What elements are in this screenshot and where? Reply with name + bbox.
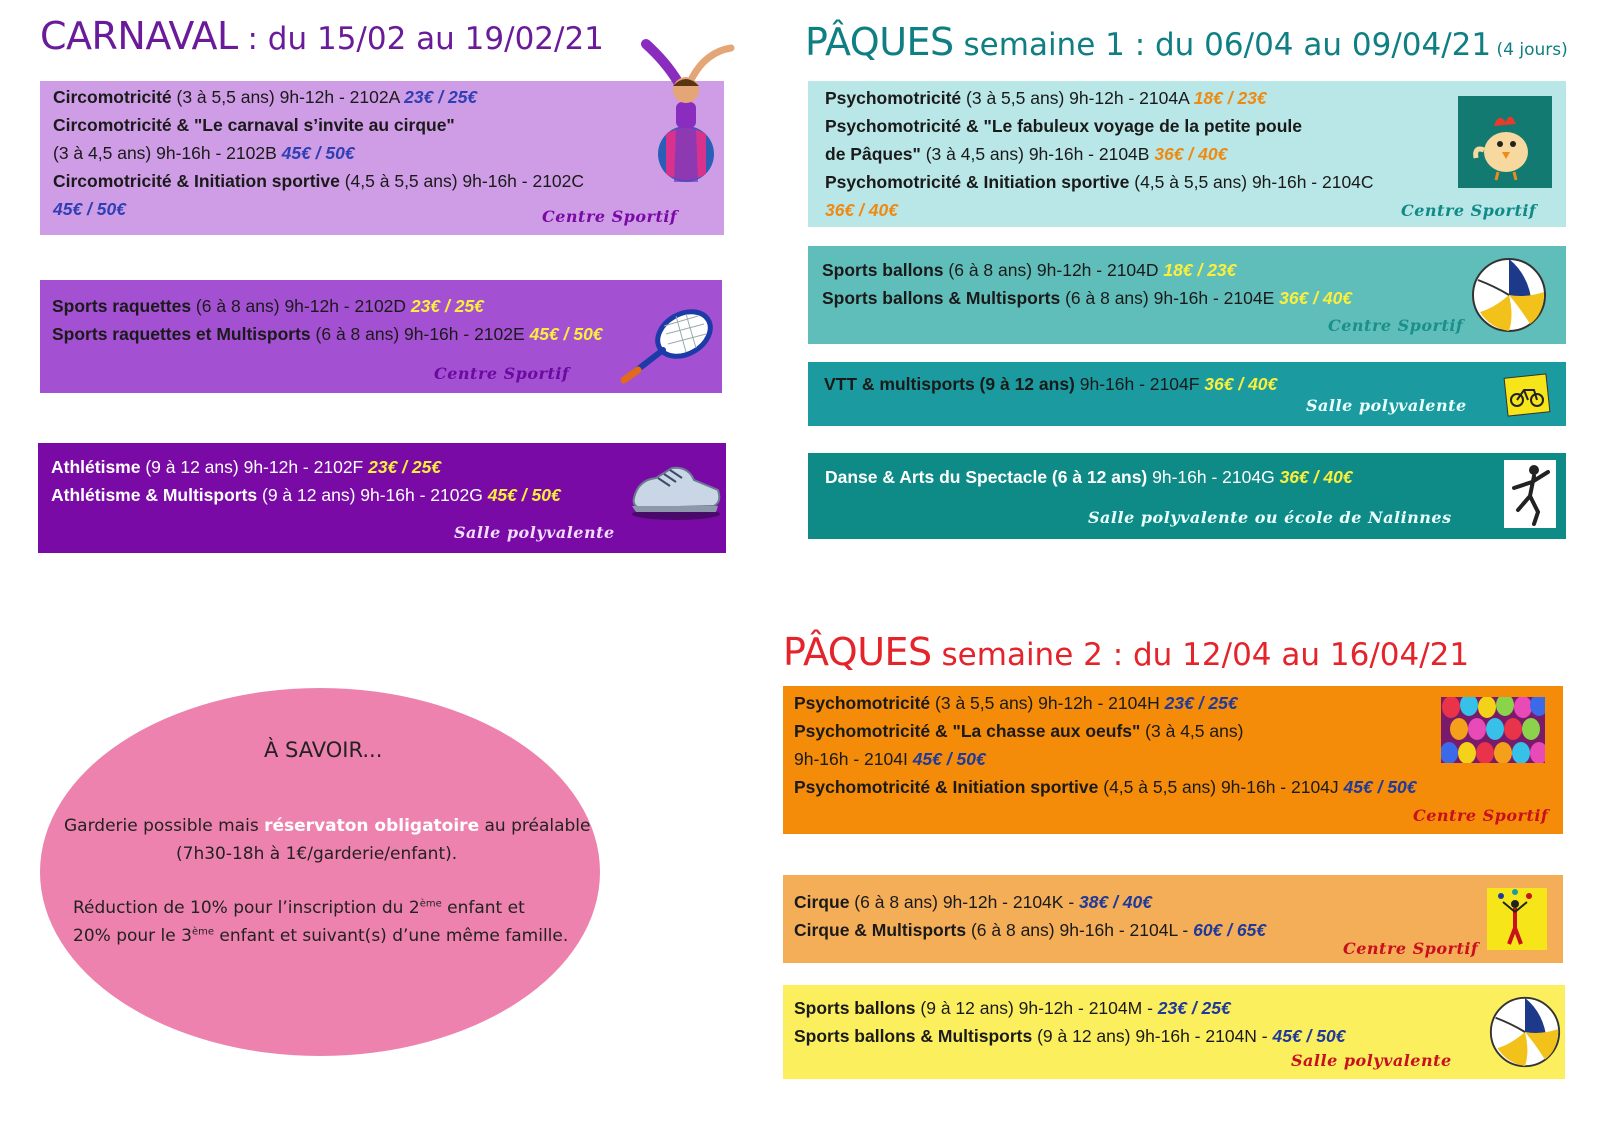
paques2-heading bbox=[783, 630, 1469, 674]
venue-label: Centre Sportif bbox=[434, 364, 570, 383]
dancer-icon bbox=[1504, 460, 1556, 528]
sneakers-icon bbox=[628, 456, 724, 522]
activity-line: Psychomotricité & "La chasse aux oeufs" (3 à 4,5 ans) bbox=[794, 721, 1244, 741]
price: 45€ / 50€ bbox=[1343, 777, 1417, 797]
paques2-title: PÂQUES bbox=[783, 630, 932, 674]
paques1-heading bbox=[805, 20, 1568, 64]
activity-line: VTT & multisports (9 à 12 ans) 9h-16h - 2104F 36€ / 40€ bbox=[824, 374, 1278, 394]
volleyball-icon bbox=[1488, 995, 1562, 1069]
carnaval-dates: : du 15/02 au 19/02/21 bbox=[237, 21, 604, 57]
activity-line: de Pâques" (3 à 4,5 ans) 9h-16h - 2104B 36€ / 40€ bbox=[825, 144, 1228, 164]
bicycle-sign-icon bbox=[1502, 372, 1552, 418]
activity-line: Sports ballons (6 à 8 ans) 9h-12h - 2104D 18€ / 23€ bbox=[822, 260, 1237, 280]
venue-label: Centre Sportif bbox=[542, 207, 678, 226]
activity-line: Psychomotricité (3 à 5,5 ans) 9h-12h - 2104A 18€ / 23€ bbox=[825, 88, 1267, 108]
carnaval-box-athletisme bbox=[38, 443, 726, 553]
info-reduction-line1: Réduction de 10% pour l’inscription du 2ème enfant et bbox=[73, 898, 525, 918]
activity-line: Psychomotricité & Initiation sportive (4,5 à 5,5 ans) 9h-16h - 2104J 45€ / 50€ bbox=[794, 777, 1417, 797]
activity-line bbox=[825, 196, 898, 224]
activity-line: Athlétisme (9 à 12 ans) 9h-12h - 2102F 23€ / 25€ bbox=[51, 457, 442, 477]
activity-line: Psychomotricité & Initiation sportive (4,5 à 5,5 ans) 9h-16h - 2104C bbox=[825, 172, 1374, 192]
paques2-dates: semaine 2 : du 12/04 au 16/04/21 bbox=[931, 637, 1470, 673]
activity-line bbox=[53, 195, 126, 223]
activity-line: Sports raquettes et Multisports (6 à 8 ans) 9h-16h - 2102E 45€ / 50€ bbox=[52, 324, 603, 344]
paques2-box-cirque bbox=[783, 875, 1563, 963]
price: 23€ / 25€ bbox=[404, 87, 478, 107]
price: 45€ / 50€ bbox=[487, 485, 561, 505]
paques1-dates: semaine 1 : du 06/04 au 09/04/21 bbox=[953, 27, 1492, 63]
activity-line: (3 à 4,5 ans) 9h-16h - 2102B 45€ / 50€ bbox=[53, 143, 355, 163]
venue-label: Salle polyvalente bbox=[1306, 396, 1467, 415]
price: 45€ / 50€ bbox=[1272, 1026, 1346, 1046]
price: 38€ / 40€ bbox=[1079, 892, 1152, 912]
venue-label: Salle polyvalente ou école de Nalinnes bbox=[1088, 508, 1452, 527]
paques1-box-danse bbox=[808, 453, 1566, 539]
juggler-icon bbox=[1487, 888, 1547, 950]
activity-line: Athlétisme & Multisports (9 à 12 ans) 9h-16h - 2102G 45€ / 50€ bbox=[51, 485, 561, 505]
volleyball-icon bbox=[1470, 256, 1548, 334]
activity-line: Sports ballons (9 à 12 ans) 9h-12h - 2104M - 23€ / 25€ bbox=[794, 998, 1231, 1018]
activity-line: Circomotricité (3 à 5,5 ans) 9h-12h - 2102A 23€ / 25€ bbox=[53, 87, 478, 107]
venue-label: Centre Sportif bbox=[1401, 201, 1537, 220]
activity-line: Danse & Arts du Spectacle (6 à 12 ans) 9h-16h - 2104G 36€ / 40€ bbox=[825, 467, 1353, 487]
price: 36€ / 40€ bbox=[1279, 467, 1353, 487]
carnaval-heading bbox=[40, 14, 604, 58]
price: 18€ / 23€ bbox=[1163, 260, 1237, 280]
price: 36€ / 40€ bbox=[1154, 144, 1228, 164]
venue-label: Salle polyvalente bbox=[1291, 1051, 1452, 1070]
paques1-title: PÂQUES bbox=[805, 20, 954, 64]
carnaval-box-circomotricite bbox=[40, 81, 724, 235]
price: 45€ / 50€ bbox=[912, 749, 986, 769]
activity-line: Sports ballons & Multisports (6 à 8 ans) 9h-16h - 2104E 36€ / 40€ bbox=[822, 288, 1353, 308]
activity-line: Sports raquettes (6 à 8 ans) 9h-12h - 2102D 23€ / 25€ bbox=[52, 296, 484, 316]
venue-label: Centre Sportif bbox=[1328, 316, 1464, 335]
info-reduction-line2: 20% pour le 3ème enfant et suivant(s) d’une même famille. bbox=[73, 926, 569, 946]
paques2-box-sports-ballons bbox=[783, 985, 1565, 1079]
paques1-box-sports-ballons bbox=[808, 246, 1566, 344]
venue-label: Centre Sportif bbox=[1343, 939, 1479, 958]
venue-label: Salle polyvalente bbox=[454, 523, 615, 542]
price: 36€ / 40€ bbox=[1204, 374, 1278, 394]
price: 45€ / 50€ bbox=[281, 143, 355, 163]
price: 23€ / 25€ bbox=[1164, 693, 1238, 713]
price: 36€ / 40€ bbox=[1279, 288, 1353, 308]
info-garderie-hours: (7h30-18h à 1€/garderie/enfant). bbox=[176, 844, 458, 864]
activity-line: Circomotricité & "Le carnaval s’invite au cirque" bbox=[53, 115, 455, 135]
activity-line: 9h-16h - 2104I 45€ / 50€ bbox=[794, 749, 986, 769]
info-title: À SAVOIR... bbox=[264, 738, 383, 762]
activity-line: Cirque & Multisports (6 à 8 ans) 9h-16h - 2104L - 60€ / 65€ bbox=[794, 920, 1267, 940]
price: 45€ / 50€ bbox=[53, 199, 126, 219]
tennis-racket-icon bbox=[618, 304, 718, 384]
info-garderie-line: Garderie possible mais réservaton obligatoire au préalable bbox=[64, 816, 591, 836]
info-highlight: réservaton obligatoire bbox=[264, 816, 480, 836]
acrobat-on-ball-icon bbox=[636, 32, 738, 188]
price: 45€ / 50€ bbox=[529, 324, 603, 344]
paques1-box-psychomotricite bbox=[808, 81, 1566, 227]
activity-line: Cirque (6 à 8 ans) 9h-12h - 2104K - 38€ / 40€ bbox=[794, 892, 1152, 912]
price: 60€ / 65€ bbox=[1193, 920, 1267, 940]
venue-label: Centre Sportif bbox=[1413, 806, 1549, 825]
activity-line: Psychomotricité (3 à 5,5 ans) 9h-12h - 2104H 23€ / 25€ bbox=[794, 693, 1238, 713]
price: 18€ / 23€ bbox=[1193, 88, 1267, 108]
activity-line: Psychomotricité & "Le fabuleux voyage de la petite poule bbox=[825, 116, 1303, 136]
activity-line: Sports ballons & Multisports (9 à 12 ans) 9h-16h - 2104N - 45€ / 50€ bbox=[794, 1026, 1346, 1046]
price: 23€ / 25€ bbox=[410, 296, 484, 316]
price: 36€ / 40€ bbox=[825, 200, 898, 220]
paques1-box-vtt bbox=[808, 362, 1566, 426]
activity-line: Circomotricité & Initiation sportive (4,5 à 5,5 ans) 9h-16h - 2102C bbox=[53, 171, 585, 191]
price: 23€ / 25€ bbox=[1157, 998, 1231, 1018]
carnaval-title: CARNAVAL bbox=[40, 14, 238, 58]
easter-chick-icon bbox=[1458, 96, 1552, 188]
easter-eggs-icon bbox=[1441, 697, 1545, 763]
paques1-days-note: (4 jours) bbox=[1491, 40, 1568, 60]
price: 23€ / 25€ bbox=[368, 457, 442, 477]
